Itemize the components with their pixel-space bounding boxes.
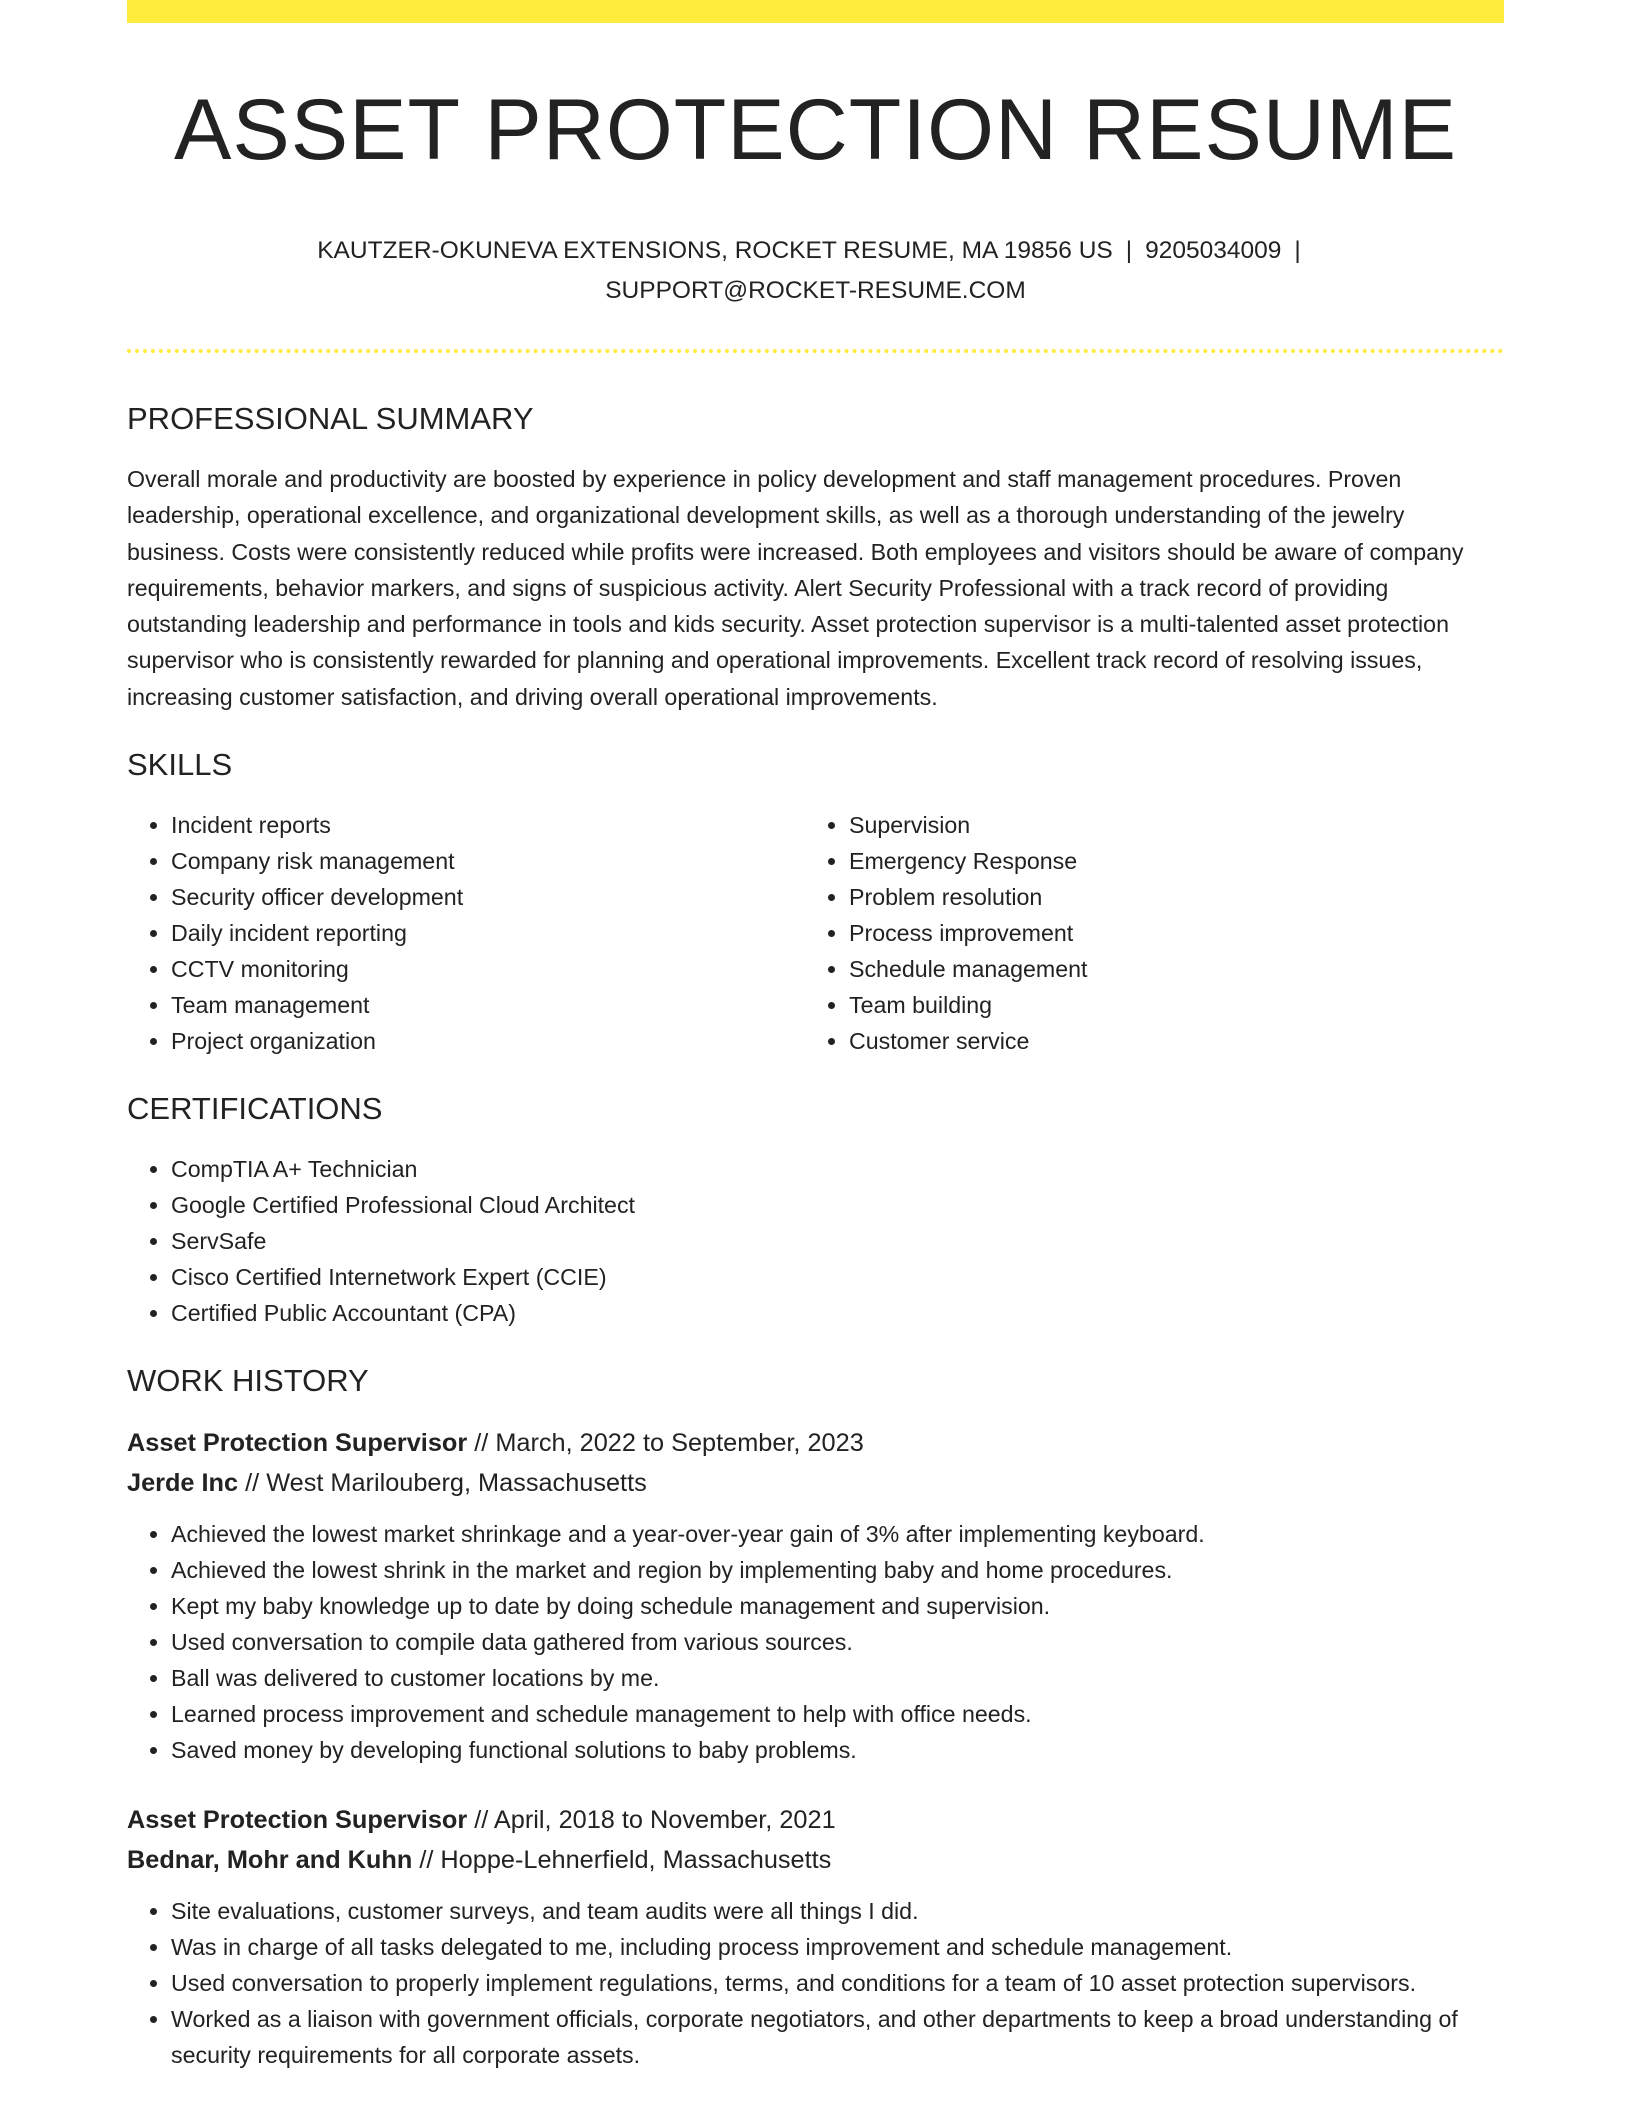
skill-item: • Problem resolution <box>849 879 1483 915</box>
job-bullets <box>127 1893 1504 2073</box>
header-divider <box>127 349 1504 353</box>
contact-separator: | <box>1125 237 1133 264</box>
job-bullet: • Used conversation to compile data gathered from various sources. <box>171 1624 1504 1660</box>
job-bullet: • Achieved the lowest shrink in the market and region by implementing baby and home procedures. <box>171 1552 1504 1588</box>
skill-item: • Supervision <box>849 807 1483 843</box>
job-location: // West Marilouberg, Massachusetts <box>245 1469 647 1498</box>
skill-item: • Process improvement <box>849 915 1483 951</box>
skill-item: • Schedule management <box>849 951 1483 987</box>
job-location: // Hoppe-Lehnerfield, Massachusetts <box>419 1846 832 1875</box>
certification-item: • Google Certified Professional Cloud Architect <box>171 1187 1504 1223</box>
summary-text: Overall morale and productivity are boosted by experience in policy development and staff management procedures. Proven leadership, operational excellence, and organizational development skills, as well as a thorough understanding of the jewelry business. Costs were consistently reduced while profits were increased. Both employees and visitors should be aware of company requirements, behavior markers, and signs of suspicious activity. Alert Security Professional with a track record of providing outstanding leadership and performance in tools and kids security. Asset protection supervisor is a multi-talented asset protection supervisor who is consistently rewarded for planning and operational improvements. Excellent track record of resolving issues, increasing customer satisfaction, and driving overall operational improvements. <box>127 466 1464 710</box>
summary-heading: PROFESSIONAL SUMMARY <box>127 401 534 436</box>
contact-phone: 9205034009 <box>1145 237 1282 264</box>
page-title: ASSET PROTECTION RESUME <box>174 82 1457 178</box>
skill-item: • Incident reports <box>171 807 805 843</box>
job-dates: // April, 2018 to November, 2021 <box>474 1806 836 1835</box>
job-bullets <box>127 1516 1504 1768</box>
contact-separator: | <box>1294 237 1301 264</box>
job-dates: // March, 2022 to September, 2023 <box>474 1429 864 1458</box>
job-title-line <box>127 1423 1504 1463</box>
contact-address: KAUTZER-OKUNEVA EXTENSIONS, ROCKET RESUME, MA 19856 US <box>317 237 1113 264</box>
skill-item: • Team building <box>849 987 1483 1023</box>
skill-item: • Team management <box>171 987 805 1023</box>
job-company-line <box>127 1840 1504 1880</box>
skill-item: • Daily incident reporting <box>171 915 805 951</box>
job-entry <box>127 1423 1504 1768</box>
skill-item: • Security officer development <box>171 879 805 915</box>
resume-content <box>127 0 1504 2073</box>
job-title-line <box>127 1800 1504 1840</box>
skills-heading: SKILLS <box>127 747 233 783</box>
certifications-heading: CERTIFICATIONS <box>127 1091 383 1127</box>
contact-email: SUPPORT@ROCKET-RESUME.COM <box>605 277 1026 304</box>
job-bullet: • Learned process improvement and schedule management to help with office needs. <box>171 1696 1504 1732</box>
job-bullet: • Was in charge of all tasks delegated to me, including process improvement and schedule management. <box>171 1929 1504 1965</box>
certification-item: • ServSafe <box>171 1223 1504 1259</box>
job-bullet: • Site evaluations, customer surveys, and team audits were all things I did. <box>171 1893 1504 1929</box>
job-company: Bednar, Mohr and Kuhn <box>127 1846 413 1875</box>
job-title: Asset Protection Supervisor <box>127 1429 468 1458</box>
job-bullet: • Ball was delivered to customer locations by me. <box>171 1660 1504 1696</box>
skills-column-right <box>805 807 1483 1059</box>
skills-grid <box>127 807 1504 1059</box>
skills-list-left <box>127 807 805 1059</box>
contact-info <box>127 231 1504 311</box>
skill-item: • CCTV monitoring <box>171 951 805 987</box>
certification-item: • Cisco Certified Internetwork Expert (CCIE) <box>171 1259 1504 1295</box>
job-bullet: • Kept my baby knowledge up to date by doing schedule management and supervision. <box>171 1588 1504 1624</box>
job-bullet: • Achieved the lowest market shrinkage and a year-over-year gain of 3% after implementing keyboard. <box>171 1516 1504 1552</box>
skill-item: • Company risk management <box>171 843 805 879</box>
certifications-list <box>127 1151 1504 1331</box>
certification-item: • Certified Public Accountant (CPA) <box>171 1295 1504 1331</box>
skills-list-right <box>805 807 1483 1059</box>
job-company: Jerde Inc <box>127 1469 239 1498</box>
job-company-line <box>127 1463 1504 1503</box>
job-entry <box>127 1800 1504 2073</box>
job-bullet: • Saved money by developing functional solutions to baby problems. <box>171 1732 1504 1768</box>
job-title: Asset Protection Supervisor <box>127 1806 468 1835</box>
skill-item: • Project organization <box>171 1023 805 1059</box>
skill-item: • Customer service <box>849 1023 1483 1059</box>
job-bullet: • Used conversation to properly implement regulations, terms, and conditions for a team of 10 asset protection supervisors. <box>171 1965 1504 2001</box>
certification-item: • CompTIA A+ Technician <box>171 1151 1504 1187</box>
job-bullet: • Worked as a liaison with government officials, corporate negotiators, and other departments to keep a broad understanding of security requirements for all corporate assets. <box>171 2001 1504 2073</box>
skills-column-left <box>127 807 805 1059</box>
skill-item: • Emergency Response <box>849 843 1483 879</box>
work-history-heading: WORK HISTORY <box>127 1363 369 1399</box>
